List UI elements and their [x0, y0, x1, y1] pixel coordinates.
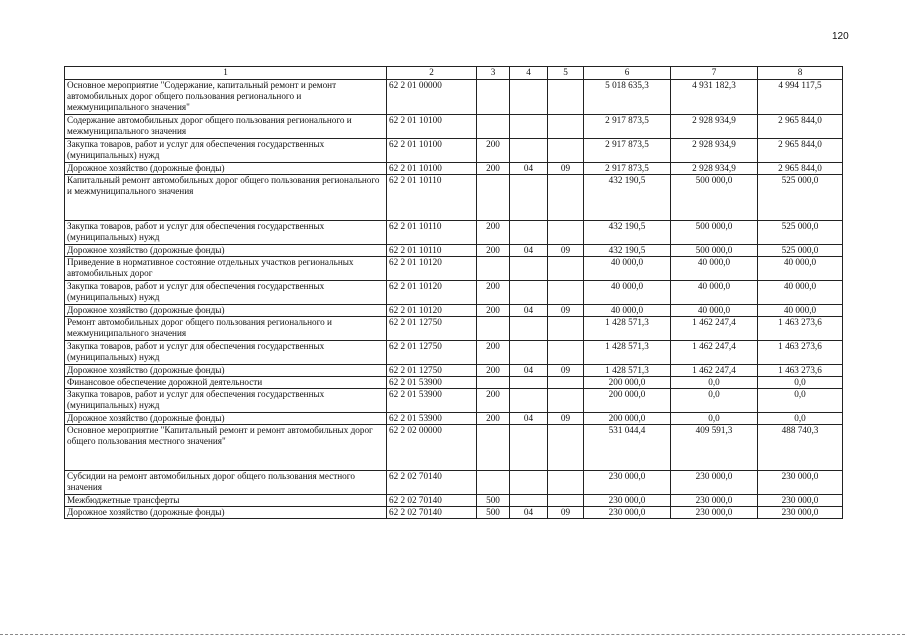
row-amount-1-cell: 5 018 635,3: [584, 80, 671, 115]
row-amount-3-cell: 0,0: [758, 413, 843, 425]
row-amount-2-cell: 230 000,0: [671, 471, 758, 495]
row-expense-type-cell: 200: [477, 389, 510, 413]
row-name-cell: Содержание автомобильных дорог общего пользования регионального и межмуниципального значения: [65, 115, 387, 139]
row-name-cell: Дорожное хозяйство (дорожные фонды): [65, 365, 387, 377]
header-cell: 1: [65, 67, 387, 80]
row-amount-1-cell: 200 000,0: [584, 377, 671, 389]
row-section-cell: [510, 221, 548, 245]
row-name-cell: Дорожное хозяйство (дорожные фонды): [65, 507, 387, 519]
row-amount-2-cell: 40 000,0: [671, 281, 758, 305]
row-amount-1-cell: 2 917 873,5: [584, 139, 671, 163]
row-subsection-cell: 09: [548, 305, 584, 317]
scan-edge-divider: [0, 634, 905, 637]
row-amount-2-cell: 40 000,0: [671, 257, 758, 281]
row-name-cell: Закупка товаров, работ и услуг для обеспечения государственных (муниципальных) нужд: [65, 281, 387, 305]
row-name-cell: Дорожное хозяйство (дорожные фонды): [65, 163, 387, 175]
row-code-cell: 62 2 02 70140: [387, 507, 477, 519]
row-code-cell: 62 2 01 53900: [387, 377, 477, 389]
row-code-cell: 62 2 02 70140: [387, 495, 477, 507]
row-amount-3-cell: 1 463 273,6: [758, 341, 843, 365]
row-code-cell: 62 2 01 10120: [387, 305, 477, 317]
row-amount-1-cell: 200 000,0: [584, 389, 671, 413]
row-expense-type-cell: 200: [477, 281, 510, 305]
row-amount-1-cell: 230 000,0: [584, 495, 671, 507]
row-subsection-cell: [548, 377, 584, 389]
row-section-cell: 04: [510, 507, 548, 519]
row-amount-3-cell: 0,0: [758, 389, 843, 413]
row-amount-3-cell: 2 965 844,0: [758, 163, 843, 175]
row-name-cell: Дорожное хозяйство (дорожные фонды): [65, 305, 387, 317]
row-subsection-cell: 09: [548, 365, 584, 377]
row-code-cell: 62 2 01 10100: [387, 115, 477, 139]
row-amount-1-cell: 432 190,5: [584, 221, 671, 245]
row-subsection-cell: [548, 175, 584, 221]
row-amount-3-cell: 230 000,0: [758, 507, 843, 519]
row-subsection-cell: [548, 139, 584, 163]
row-section-cell: [510, 317, 548, 341]
row-name-cell: Субсидии на ремонт автомобильных дорог общего пользования местного значения: [65, 471, 387, 495]
table-row: [65, 305, 843, 317]
row-section-cell: [510, 425, 548, 471]
row-expense-type-cell: 500: [477, 507, 510, 519]
row-amount-3-cell: 1 463 273,6: [758, 365, 843, 377]
row-code-cell: 62 2 01 00000: [387, 80, 477, 115]
row-section-cell: [510, 495, 548, 507]
row-amount-3-cell: 525 000,0: [758, 221, 843, 245]
row-code-cell: 62 2 01 10100: [387, 163, 477, 175]
table-row: [65, 163, 843, 175]
row-subsection-cell: [548, 317, 584, 341]
row-name-cell: Финансовое обеспечение дорожной деятельности: [65, 377, 387, 389]
row-subsection-cell: [548, 425, 584, 471]
row-code-cell: 62 2 01 10110: [387, 245, 477, 257]
row-name-cell: Дорожное хозяйство (дорожные фонды): [65, 245, 387, 257]
row-amount-3-cell: 1 463 273,6: [758, 317, 843, 341]
row-subsection-cell: [548, 80, 584, 115]
row-amount-3-cell: 0,0: [758, 377, 843, 389]
budget-table: [64, 66, 843, 519]
row-subsection-cell: [548, 341, 584, 365]
row-subsection-cell: 09: [548, 507, 584, 519]
table-row: [65, 341, 843, 365]
row-name-cell: Закупка товаров, работ и услуг для обеспечения государственных (муниципальных) нужд: [65, 341, 387, 365]
row-amount-1-cell: 1 428 571,3: [584, 317, 671, 341]
row-amount-1-cell: 2 917 873,5: [584, 115, 671, 139]
row-code-cell: 62 2 01 53900: [387, 413, 477, 425]
row-amount-3-cell: 230 000,0: [758, 471, 843, 495]
row-section-cell: 04: [510, 365, 548, 377]
row-code-cell: 62 2 01 12750: [387, 341, 477, 365]
row-amount-2-cell: 1 462 247,4: [671, 365, 758, 377]
table-row: [65, 221, 843, 245]
table-row: [65, 495, 843, 507]
row-amount-2-cell: 230 000,0: [671, 495, 758, 507]
row-expense-type-cell: 500: [477, 495, 510, 507]
row-name-cell: Межбюджетные трансферты: [65, 495, 387, 507]
row-subsection-cell: [548, 281, 584, 305]
row-expense-type-cell: 200: [477, 305, 510, 317]
header-cell: 6: [584, 67, 671, 80]
table-row: [65, 281, 843, 305]
row-code-cell: 62 2 01 10110: [387, 221, 477, 245]
row-name-cell: Закупка товаров, работ и услуг для обеспечения государственных (муниципальных) нужд: [65, 389, 387, 413]
row-name-cell: Дорожное хозяйство (дорожные фонды): [65, 413, 387, 425]
row-expense-type-cell: 200: [477, 365, 510, 377]
row-code-cell: 62 2 01 53900: [387, 389, 477, 413]
row-name-cell: Основное мероприятие "Содержание, капитальный ремонт и ремонт автомобильных дорог общего пользования регионального и межмуниципального значения": [65, 80, 387, 115]
row-section-cell: 04: [510, 245, 548, 257]
row-expense-type-cell: 200: [477, 413, 510, 425]
row-amount-2-cell: 40 000,0: [671, 305, 758, 317]
row-amount-2-cell: 2 928 934,9: [671, 115, 758, 139]
row-code-cell: 62 2 01 10120: [387, 281, 477, 305]
row-amount-1-cell: 1 428 571,3: [584, 341, 671, 365]
header-cell: 7: [671, 67, 758, 80]
row-amount-3-cell: 230 000,0: [758, 495, 843, 507]
table-row: [65, 377, 843, 389]
row-section-cell: [510, 115, 548, 139]
row-subsection-cell: 09: [548, 245, 584, 257]
row-amount-1-cell: 40 000,0: [584, 257, 671, 281]
table-row: [65, 471, 843, 495]
table-row: [65, 257, 843, 281]
row-subsection-cell: [548, 221, 584, 245]
row-name-cell: Ремонт автомобильных дорог общего пользования регионального и межмуниципального значения: [65, 317, 387, 341]
row-name-cell: Закупка товаров, работ и услуг для обеспечения государственных (муниципальных) нужд: [65, 139, 387, 163]
row-amount-3-cell: 40 000,0: [758, 257, 843, 281]
row-expense-type-cell: [477, 115, 510, 139]
row-code-cell: 62 2 01 12750: [387, 365, 477, 377]
row-section-cell: [510, 341, 548, 365]
row-expense-type-cell: [477, 317, 510, 341]
row-amount-2-cell: 500 000,0: [671, 221, 758, 245]
row-section-cell: [510, 257, 548, 281]
table-row: [65, 365, 843, 377]
table-row: [65, 507, 843, 519]
header-cell: 4: [510, 67, 548, 80]
row-section-cell: [510, 139, 548, 163]
row-code-cell: 62 2 01 10110: [387, 175, 477, 221]
row-subsection-cell: [548, 257, 584, 281]
row-subsection-cell: 09: [548, 413, 584, 425]
row-expense-type-cell: [477, 425, 510, 471]
row-amount-3-cell: 2 965 844,0: [758, 115, 843, 139]
row-expense-type-cell: 200: [477, 341, 510, 365]
row-amount-1-cell: 2 917 873,5: [584, 163, 671, 175]
table-row: [65, 139, 843, 163]
table-row: [65, 317, 843, 341]
row-subsection-cell: [548, 471, 584, 495]
row-code-cell: 62 2 01 12750: [387, 317, 477, 341]
row-expense-type-cell: 200: [477, 139, 510, 163]
row-expense-type-cell: [477, 257, 510, 281]
row-subsection-cell: [548, 495, 584, 507]
row-code-cell: 62 2 01 10120: [387, 257, 477, 281]
row-amount-2-cell: 4 931 182,3: [671, 80, 758, 115]
row-amount-1-cell: 40 000,0: [584, 281, 671, 305]
row-section-cell: [510, 377, 548, 389]
row-amount-2-cell: 409 591,3: [671, 425, 758, 471]
row-amount-1-cell: 230 000,0: [584, 471, 671, 495]
row-amount-2-cell: 1 462 247,4: [671, 341, 758, 365]
page-number: 120: [832, 31, 849, 42]
row-code-cell: 62 2 02 70140: [387, 471, 477, 495]
row-amount-1-cell: 230 000,0: [584, 507, 671, 519]
table-row: [65, 115, 843, 139]
row-amount-3-cell: 2 965 844,0: [758, 139, 843, 163]
row-amount-2-cell: 500 000,0: [671, 245, 758, 257]
header-row: [65, 67, 843, 80]
row-amount-2-cell: 2 928 934,9: [671, 163, 758, 175]
row-amount-3-cell: 4 994 117,5: [758, 80, 843, 115]
row-subsection-cell: 09: [548, 163, 584, 175]
row-expense-type-cell: [477, 175, 510, 221]
row-expense-type-cell: 200: [477, 245, 510, 257]
table-row: [65, 80, 843, 115]
row-section-cell: [510, 175, 548, 221]
row-section-cell: [510, 80, 548, 115]
row-expense-type-cell: 200: [477, 163, 510, 175]
row-section-cell: [510, 281, 548, 305]
row-name-cell: Капитальный ремонт автомобильных дорог общего пользования регионального и межмуниципального значения: [65, 175, 387, 221]
row-amount-2-cell: 2 928 934,9: [671, 139, 758, 163]
row-amount-2-cell: 0,0: [671, 413, 758, 425]
row-name-cell: Приведение в нормативное состояние отдельных участков региональных автомобильных дорог: [65, 257, 387, 281]
row-section-cell: [510, 389, 548, 413]
row-subsection-cell: [548, 389, 584, 413]
table-row: [65, 175, 843, 221]
row-amount-2-cell: 500 000,0: [671, 175, 758, 221]
row-code-cell: 62 2 02 00000: [387, 425, 477, 471]
row-subsection-cell: [548, 115, 584, 139]
row-amount-1-cell: 200 000,0: [584, 413, 671, 425]
row-code-cell: 62 2 01 10100: [387, 139, 477, 163]
row-amount-3-cell: 525 000,0: [758, 175, 843, 221]
header-cell: 5: [548, 67, 584, 80]
table-row: [65, 425, 843, 471]
table-body: [65, 80, 843, 519]
row-name-cell: Основное мероприятие "Капитальный ремонт и ремонт автомобильных дорог общего пользования местного значения": [65, 425, 387, 471]
row-amount-2-cell: 230 000,0: [671, 507, 758, 519]
row-amount-3-cell: 488 740,3: [758, 425, 843, 471]
row-section-cell: 04: [510, 413, 548, 425]
row-amount-2-cell: 0,0: [671, 389, 758, 413]
header-cell: 8: [758, 67, 843, 80]
row-expense-type-cell: [477, 80, 510, 115]
row-amount-3-cell: 40 000,0: [758, 305, 843, 317]
row-amount-1-cell: 531 044,4: [584, 425, 671, 471]
table-row: [65, 245, 843, 257]
row-expense-type-cell: [477, 471, 510, 495]
row-section-cell: 04: [510, 163, 548, 175]
table-row: [65, 389, 843, 413]
row-amount-3-cell: 40 000,0: [758, 281, 843, 305]
row-amount-1-cell: 40 000,0: [584, 305, 671, 317]
row-section-cell: [510, 471, 548, 495]
header-cell: 3: [477, 67, 510, 80]
row-amount-2-cell: 0,0: [671, 377, 758, 389]
row-name-cell: Закупка товаров, работ и услуг для обеспечения государственных (муниципальных) нужд: [65, 221, 387, 245]
table-row: [65, 413, 843, 425]
row-amount-1-cell: 432 190,5: [584, 245, 671, 257]
row-section-cell: 04: [510, 305, 548, 317]
row-amount-2-cell: 1 462 247,4: [671, 317, 758, 341]
row-amount-1-cell: 432 190,5: [584, 175, 671, 221]
row-expense-type-cell: [477, 377, 510, 389]
row-amount-1-cell: 1 428 571,3: [584, 365, 671, 377]
row-expense-type-cell: 200: [477, 221, 510, 245]
row-amount-3-cell: 525 000,0: [758, 245, 843, 257]
header-cell: 2: [387, 67, 477, 80]
